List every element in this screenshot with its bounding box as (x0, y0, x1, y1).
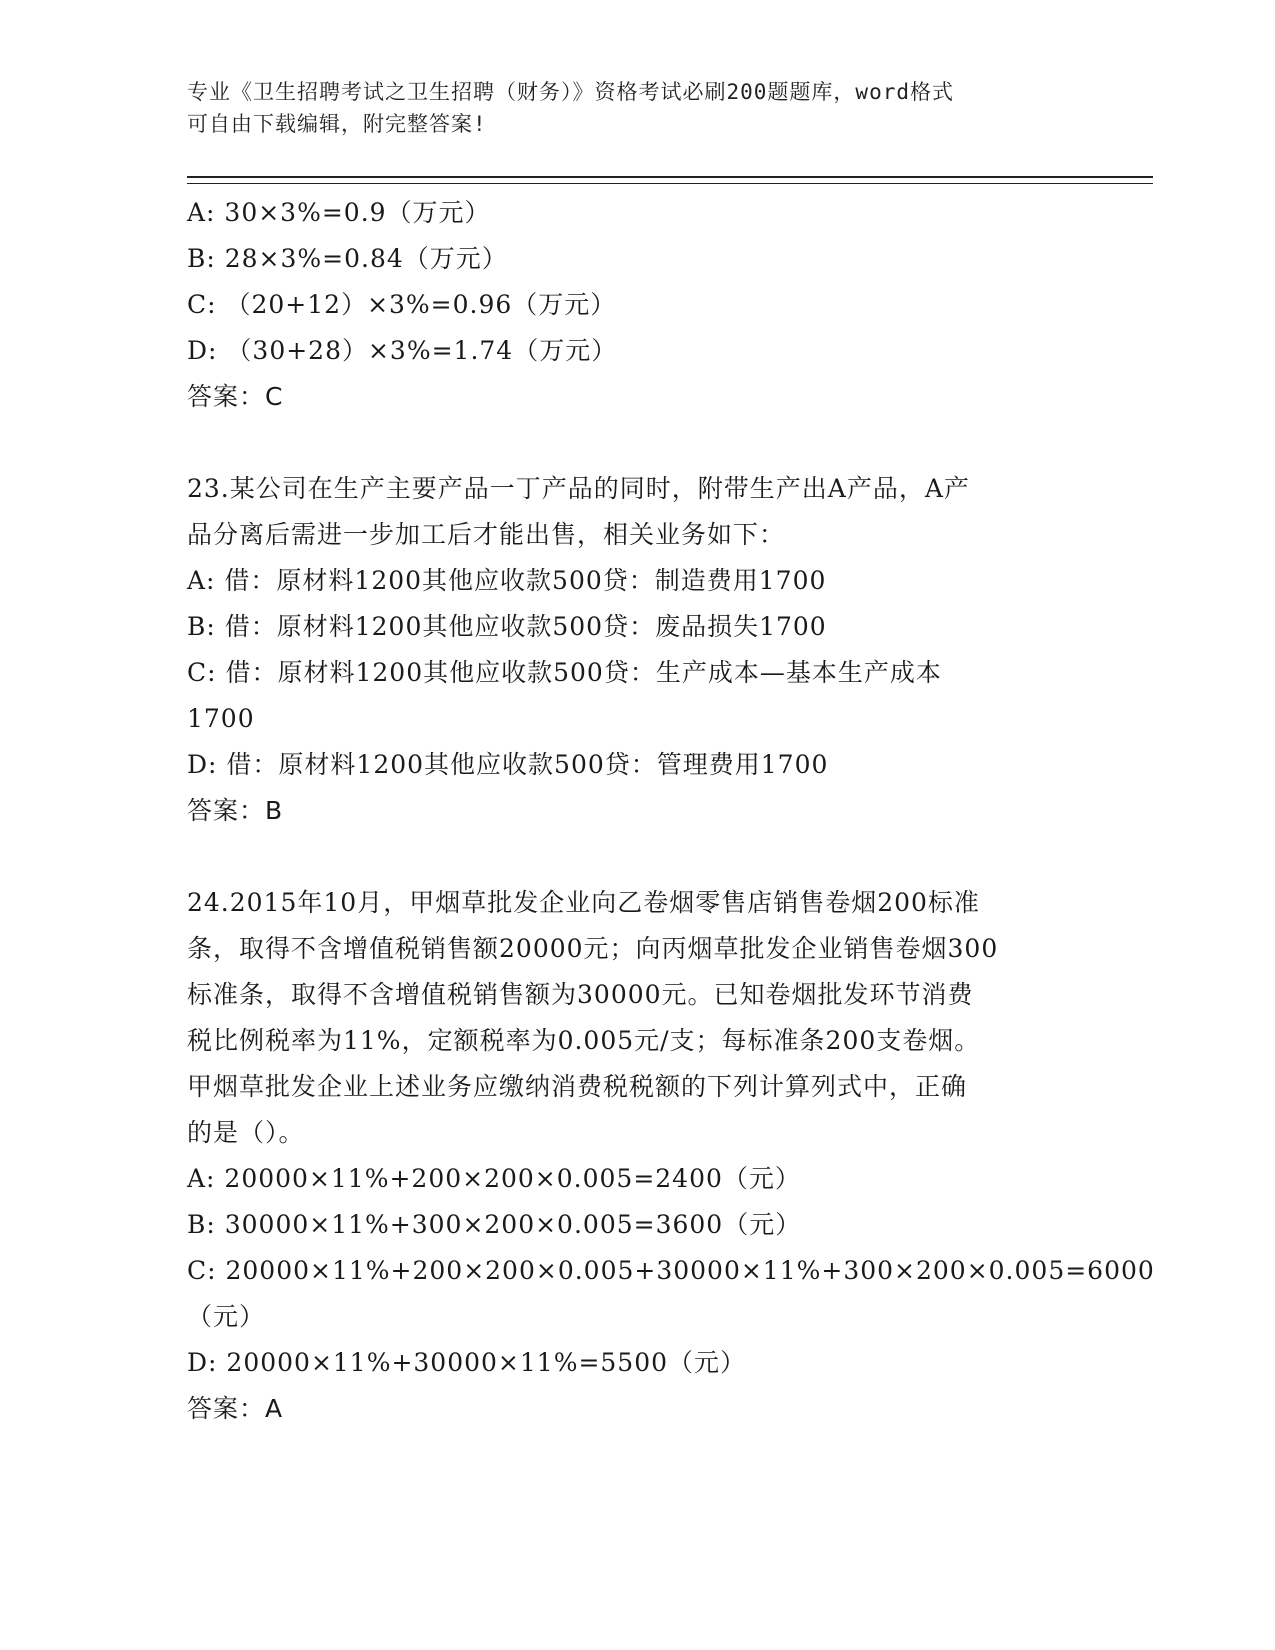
q24-stem-line-1: 24.2015年10月，甲烟草批发企业向乙卷烟零售店销售卷烟200标准 (187, 888, 980, 917)
q22-option-d: D: （30+28）×3%=1.74（万元） (187, 336, 618, 365)
header-rule-thick (187, 176, 1153, 178)
q23-option-c-line-2: 1700 (187, 704, 255, 733)
q24-option-c-line-1: C: 20000×11%+200×200×0.005+30000×11%+300×200×0.005=6000 (187, 1256, 1155, 1285)
q24-answer: 答案：A (187, 1394, 284, 1423)
q24-stem-line-5: 甲烟草批发企业上述业务应缴纳消费税税额的下列计算列式中，正确 (187, 1072, 968, 1101)
question-content (187, 190, 1155, 1432)
q24-stem-line-2: 条，取得不含增值税销售额20000元；向丙烟草批发企业销售卷烟300 (187, 934, 999, 963)
header-line-1: 专业《卫生招聘考试之卫生招聘（财务）》资格考试必刷200题题库，word格式 (187, 80, 954, 104)
q23-option-c-line-1: C: 借：原材料1200其他应收款500贷：生产成本—基本生产成本 (187, 658, 942, 687)
q24-option-b: B: 30000×11%+300×200×0.005=3600（元） (187, 1210, 802, 1239)
spacer (187, 834, 1087, 880)
q24-option-d: D: 20000×11%+30000×11%=5500（元） (187, 1348, 747, 1377)
q24-option-c-line-2: （元） (187, 1302, 266, 1331)
q24-stem-line-4: 税比例税率为11%，定额税率为0.005元/支；每标准条200支卷烟。 (187, 1026, 981, 1055)
spacer (187, 420, 1087, 466)
q23-option-d: D: 借：原材料1200其他应收款500贷：管理费用1700 (187, 750, 829, 779)
q23-stem-line-2: 品分离后需进一步加工后才能出售，相关业务如下： (187, 520, 786, 549)
q24-option-a: A: 20000×11%+200×200×0.005=2400（元） (187, 1164, 801, 1193)
q23-option-a: A: 借：原材料1200其他应收款500贷：制造费用1700 (187, 566, 827, 595)
q23-stem-line-1: 23.某公司在生产主要产品一丁产品的同时，附带生产出A产品，A产 (187, 474, 970, 503)
question-22-options (187, 190, 1087, 420)
q23-option-b: B: 借：原材料1200其他应收款500贷：废品损失1700 (187, 612, 827, 641)
question-23 (187, 466, 1087, 834)
document-header (187, 76, 1067, 140)
header-rule-thin (187, 183, 1153, 184)
q22-option-b: B: 28×3%=0.84（万元） (187, 244, 508, 273)
q22-option-a: A: 30×3%=0.9（万元） (187, 198, 491, 227)
header-line-2: 可自由下载编辑，附完整答案! (187, 112, 487, 136)
q24-stem-line-3: 标准条，取得不含增值税销售额为30000元。已知卷烟批发环节消费 (187, 980, 974, 1009)
q22-option-c: C: （20+12）×3%=0.96（万元） (187, 290, 617, 319)
question-24 (187, 880, 1155, 1432)
q24-stem-line-6: 的是（）。 (187, 1118, 305, 1147)
q23-answer: 答案：B (187, 796, 284, 825)
q22-answer: 答案：C (187, 382, 284, 411)
